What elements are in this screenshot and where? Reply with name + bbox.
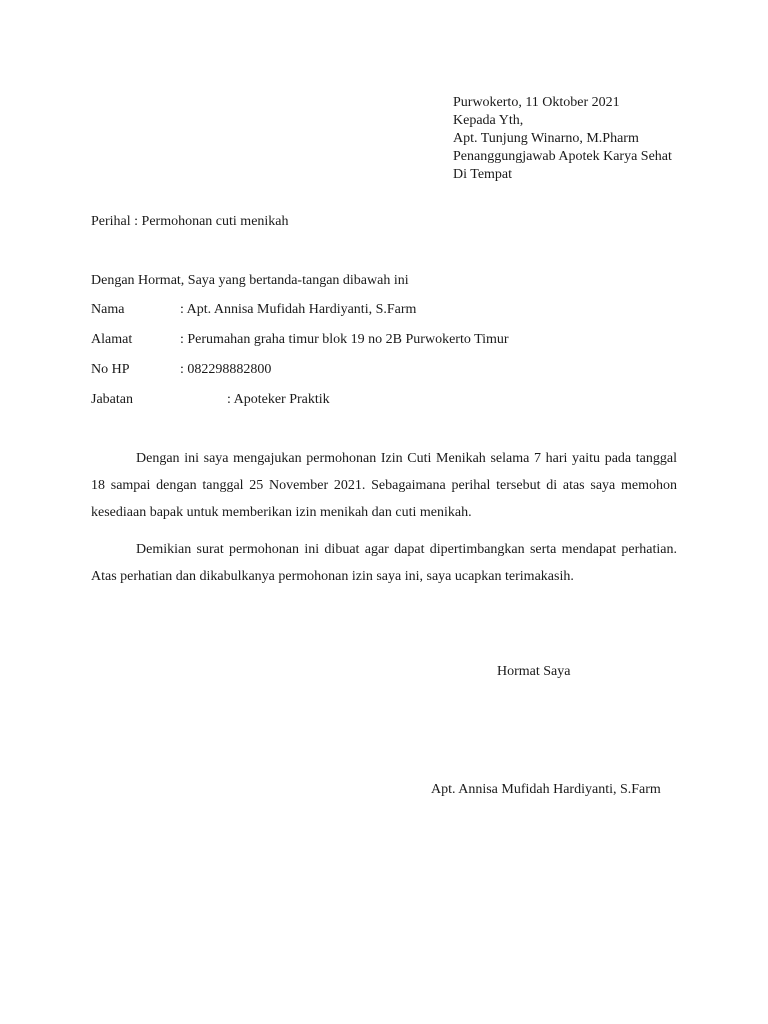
closing-salutation: Hormat Saya: [497, 664, 571, 679]
field-value-alamat: : Perumahan graha timur blok 19 no 2B Purwokerto Timur: [180, 332, 509, 347]
letter-subject: Perihal : Permohonan cuti menikah: [91, 214, 289, 229]
signatory-name: Apt. Annisa Mufidah Hardiyanti, S.Farm: [431, 782, 661, 797]
body-paragraph-2: Demikian surat permohonan ini dibuat agar dapat dipertimbangkan serta mendapat perhatian. Atas perhatian dan dikabulkanya permohonan izin saya ini, saya ucapkan terimakasih.: [91, 542, 677, 584]
body-paragraph-1-container: [91, 445, 677, 526]
to-label: Kepada Yth,: [453, 113, 524, 128]
field-label-nama: Nama: [91, 302, 125, 317]
place-date: Purwokerto, 11 Oktober 2021: [453, 95, 620, 110]
field-label-nohp: No HP: [91, 362, 130, 377]
body-paragraph-1: Dengan ini saya mengajukan permohonan Izin Cuti Menikah selama 7 hari yaitu pada tanggal 18 sampai dengan tanggal 25 November 2021. Sebagaimana perihal tersebut di atas saya memohon kesediaan bapak untuk memberikan izin menikah dan cuti menikah.: [91, 451, 677, 520]
field-label-jabatan: Jabatan: [91, 392, 133, 407]
recipient-title: Penanggungjawab Apotek Karya Sehat: [453, 149, 672, 164]
letter-greeting: Dengan Hormat, Saya yang bertanda-tangan dibawah ini: [91, 273, 409, 288]
recipient-name: Apt. Tunjung Winarno, M.Pharm: [453, 131, 639, 146]
field-value-nohp: : 082298882800: [180, 362, 272, 377]
recipient-location: Di Tempat: [453, 167, 513, 182]
field-value-jabatan: : Apoteker Praktik: [227, 392, 330, 407]
body-paragraph-2-container: [91, 536, 677, 590]
field-label-alamat: Alamat: [91, 332, 133, 347]
field-value-nama: : Apt. Annisa Mufidah Hardiyanti, S.Farm: [180, 302, 417, 317]
